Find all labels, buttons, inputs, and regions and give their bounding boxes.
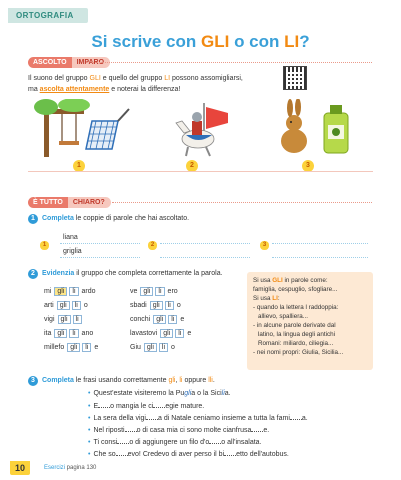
option-gli[interactable]: gli — [140, 287, 153, 296]
word-row — [130, 326, 191, 340]
sentence — [88, 402, 308, 414]
pill-ascolto: ASCOLTO — [28, 57, 72, 68]
sentence-text: Quest'estate visiteremo la Pu — [93, 390, 185, 397]
option-gli[interactable]: gli — [144, 343, 157, 352]
slot-1-line-2 — [60, 257, 140, 258]
pill-imparo: IMPARO — [72, 57, 110, 68]
word-row — [130, 298, 191, 312]
word-ending: ardo — [81, 287, 96, 295]
word-row — [44, 312, 98, 326]
slot-number-2: 2 — [148, 241, 157, 250]
slot-1-word-2[interactable]: griglia — [63, 248, 82, 255]
fill-blank[interactable] — [251, 426, 263, 432]
intro-text — [28, 73, 278, 95]
word-stem: ve — [130, 287, 138, 295]
word-ending: e — [180, 315, 185, 323]
section-label: ORTOGRAFIA — [16, 11, 74, 20]
sentence-text: La sera della vigi — [93, 415, 146, 422]
word-row — [44, 298, 98, 312]
sentence-text: Ti consi — [93, 439, 118, 446]
word-row — [130, 312, 191, 326]
title-gli: GLI — [201, 32, 230, 51]
option-gli[interactable]: gli — [160, 329, 173, 338]
sentence — [88, 390, 308, 402]
dotted-divider — [92, 62, 372, 63]
rule-1a: Si usa — [253, 277, 273, 284]
bullet-icon: • — [88, 427, 91, 434]
rule-3b: : — [277, 295, 280, 302]
rule-li: LI — [272, 295, 278, 302]
word-stem: vigi — [44, 315, 55, 323]
sentence-text: Nel riposti — [93, 427, 125, 434]
sentence-text: Che so — [93, 451, 116, 458]
intro-5: e noterai la differenza! — [109, 86, 181, 93]
fill-blank[interactable] — [153, 402, 165, 408]
sentence-text: E — [93, 403, 99, 410]
exercise-2-title — [42, 270, 223, 277]
option-li[interactable]: li — [175, 329, 184, 338]
option-gli[interactable]: gli — [153, 315, 166, 324]
title-pre: Si scrive con — [91, 32, 201, 51]
footer-ref-rest: pagina 130 — [65, 465, 97, 471]
word-ending: o — [176, 301, 181, 309]
ex3-verb: Completa — [42, 377, 74, 384]
rule-line-3 — [253, 294, 367, 303]
word-row — [44, 326, 98, 340]
rule-line-5: allievo, spalliera... — [258, 313, 309, 320]
intro-gli: GLI — [89, 75, 101, 82]
word-row — [44, 340, 98, 354]
sentence-text: o di aggiungere un filo d'o — [129, 439, 210, 446]
qr-code-icon[interactable] — [283, 66, 307, 90]
footer-ref-link[interactable]: Esercizi — [44, 465, 66, 471]
section-tag — [8, 8, 88, 23]
exercise-3-title — [42, 377, 215, 384]
word-ending: e — [94, 343, 99, 351]
hare-and-oil-bottle-icon — [264, 99, 364, 157]
fill-blank[interactable] — [117, 438, 129, 444]
title-mid: o con — [229, 32, 285, 51]
rule-box — [247, 272, 373, 370]
picture-baseline — [28, 171, 373, 172]
word-ending: ano — [81, 329, 94, 337]
slot-2-line-1[interactable] — [160, 243, 250, 244]
exercise-2-left-column — [44, 284, 98, 354]
ex3-end: oppure — [182, 377, 209, 384]
word-stem: conchi — [130, 315, 151, 323]
fill-blank[interactable]: li — [221, 390, 225, 397]
word-row — [130, 284, 191, 298]
fill-blank[interactable] — [116, 450, 128, 456]
fill-blank[interactable] — [224, 450, 236, 456]
picture-number-3: 3 — [302, 160, 314, 172]
rule-gli: GLI — [272, 277, 283, 284]
word-row — [130, 340, 191, 354]
option-li[interactable]: li — [159, 343, 168, 352]
fill-blank[interactable] — [146, 414, 158, 420]
sentence-text: o all'insalata. — [221, 439, 262, 446]
rule-line-6: - in alcune parole derivate dal — [253, 322, 336, 329]
bullet-icon: • — [88, 403, 91, 410]
word-stem: lavastovi — [130, 329, 158, 337]
intro-bold: ascolta attentamente — [39, 86, 110, 93]
dotted-divider-2 — [112, 202, 372, 203]
option-li[interactable]: li — [155, 287, 164, 296]
rule-line-4: - quando la lettera l raddoppia: — [253, 304, 339, 311]
intro-2: e quello del gruppo — [100, 75, 165, 82]
slot-number-1: 1 — [40, 241, 49, 250]
bullet-icon: • — [88, 390, 91, 397]
slot-1-line-1 — [60, 243, 140, 244]
sentence-text: o di casa mia ci sono molte cianfrusa — [136, 427, 252, 434]
word-row — [44, 284, 98, 298]
sentence-text: a. — [224, 390, 231, 397]
exercise-number-3: 3 — [28, 376, 38, 386]
sentence-text: egie mature. — [165, 403, 205, 410]
rule-line-9: - nei nomi propri: Giulia, Sicilia... — [253, 349, 344, 356]
page-title — [0, 32, 401, 52]
exercise-1-title — [42, 215, 189, 222]
tree-with-swing-icon — [34, 99, 134, 157]
rule-line-7: latino, la lingua degli antichi — [258, 331, 336, 338]
rule-line-8: Romani: miliardo, ciliegia... — [258, 340, 334, 347]
rule-1b: in parole come: — [282, 277, 328, 284]
sentence — [88, 414, 308, 426]
ex3-sep: , — [175, 377, 180, 384]
option-li[interactable]: li — [73, 315, 82, 324]
word-ending: e — [187, 329, 192, 337]
rule-line-2: famiglia, cespuglio, sfogliare... — [253, 286, 338, 293]
intro-3: possono assomigliarsi, — [170, 75, 243, 82]
intro-4: ma — [28, 86, 40, 93]
fill-blank[interactable] — [209, 438, 221, 444]
option-li[interactable]: li — [69, 329, 78, 338]
rule-line-1 — [253, 276, 367, 285]
word-stem: arti — [44, 301, 54, 309]
slot-3-line-1[interactable] — [272, 243, 368, 244]
sentence — [88, 426, 308, 438]
word-ending: o — [171, 343, 175, 351]
bullet-icon: • — [88, 415, 91, 422]
word-stem: ita — [44, 329, 52, 337]
sentence-text: a di Natale ceniamo insieme a tutta la fami — [157, 415, 290, 422]
exercise-number-1: 1 — [28, 214, 38, 224]
option-gli[interactable]: gli — [58, 315, 71, 324]
slot-1-word-1[interactable]: liana — [63, 234, 78, 241]
word-stem: mi — [44, 287, 52, 295]
sentence — [88, 450, 308, 462]
option-gli[interactable]: gli — [54, 329, 67, 338]
bullet-icon: • — [88, 439, 91, 446]
sentence-text: o mangia le ci — [110, 403, 154, 410]
exercise-2-right-column — [130, 284, 191, 354]
pill-chiaro: CHIARO? — [68, 197, 111, 208]
sentence — [88, 438, 308, 450]
knight-on-horse-icon — [148, 99, 248, 157]
ex3-mid: le frasi usando correttamente — [73, 377, 169, 384]
title-post: ? — [299, 32, 310, 51]
tutto-chiaro-pill — [28, 197, 111, 208]
option-gli[interactable]: gli — [150, 301, 163, 310]
slot-number-3: 3 — [260, 241, 269, 250]
ex1-rest: le coppie di parole che hai ascoltato. — [73, 215, 190, 222]
option-gli[interactable]: gli — [54, 287, 67, 296]
picture-number-1: 1 — [73, 160, 85, 172]
option-gli[interactable]: gli — [67, 343, 80, 352]
exercise-3-sentences — [44, 390, 308, 462]
word-stem: Giu — [130, 343, 141, 351]
exercise-number-2: 2 — [28, 269, 38, 279]
word-stem: millefo — [44, 343, 65, 351]
fill-blank[interactable] — [290, 414, 302, 420]
slot-3-line-2[interactable] — [272, 257, 368, 258]
ex2-verb: Evidenzia — [42, 270, 75, 277]
sentence-text: e. — [263, 427, 270, 434]
word-stem: sbadi — [130, 301, 147, 309]
ex2-rest: il gruppo che completa correttamente la parola. — [74, 270, 223, 277]
option-li[interactable]: li — [82, 343, 91, 352]
intro-li: LI — [164, 75, 171, 82]
word-ending: o — [83, 301, 88, 309]
picture-number-2: 2 — [186, 160, 198, 172]
ex3-gli: gli — [168, 377, 176, 384]
ex3-li: li — [179, 377, 183, 384]
word-ending: ero — [167, 287, 178, 295]
slot-2-line-2[interactable] — [160, 257, 250, 258]
sentence-text: a o la Sici — [191, 390, 222, 397]
sentence-text: a. — [301, 415, 308, 422]
fill-blank[interactable] — [98, 402, 110, 408]
page-number: 10 — [10, 461, 30, 475]
rule-3a: Si usa — [253, 295, 273, 302]
ex3-dot: . — [212, 377, 215, 384]
sentence-text: evo! Credevo di aver perso il bi — [127, 451, 225, 458]
option-li[interactable]: li — [72, 301, 81, 310]
footer-reference[interactable] — [44, 465, 96, 471]
fill-blank[interactable] — [125, 426, 137, 432]
ex1-verb: Completa — [42, 215, 74, 222]
option-li[interactable]: li — [165, 301, 174, 310]
pill-tutto: È TUTTO — [28, 197, 68, 208]
option-li[interactable]: li — [168, 315, 177, 324]
option-gli[interactable]: gli — [57, 301, 70, 310]
fill-blank[interactable]: gli — [184, 390, 192, 397]
sentence-text: etto dell'autobus. — [236, 451, 289, 458]
intro-1: Il suono del gruppo — [28, 75, 90, 82]
ex3-lli: lli — [208, 377, 213, 384]
option-li[interactable]: li — [69, 287, 78, 296]
title-li: LI — [284, 32, 300, 51]
bullet-icon: • — [88, 451, 91, 458]
